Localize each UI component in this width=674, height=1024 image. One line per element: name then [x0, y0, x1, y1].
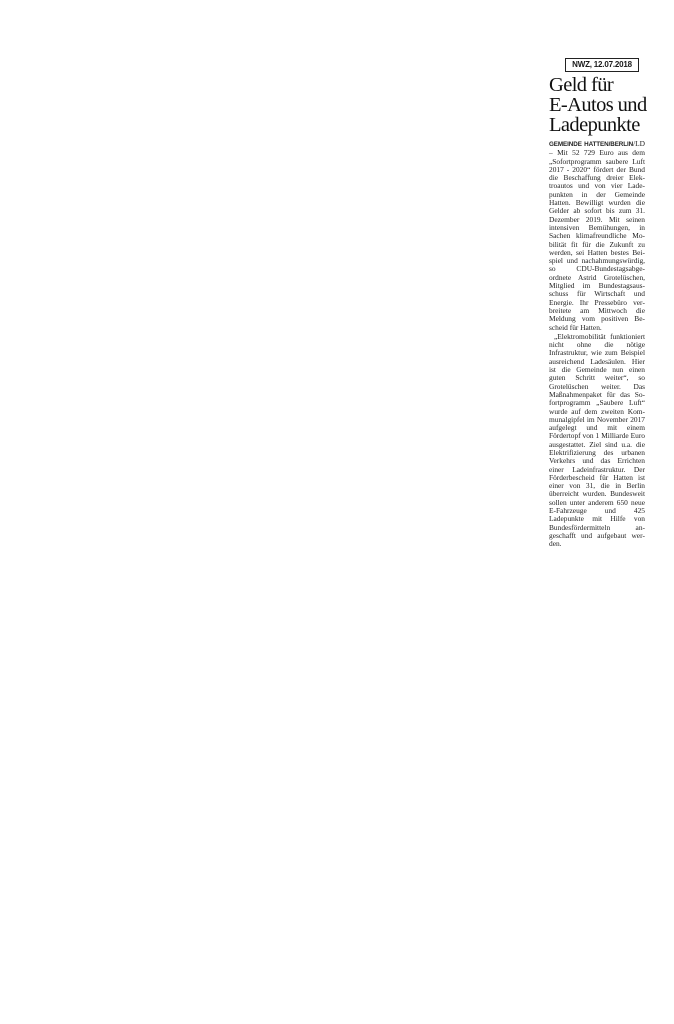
headline-line-1: Geld für: [549, 74, 614, 96]
paragraph-1: [549, 140, 645, 332]
author-tag: /LD –: [549, 139, 645, 158]
dateline: GEMEINDE HATTEN/BERLIN: [549, 141, 634, 148]
article-body: [549, 140, 645, 549]
headline-line-3: Ladepunkte: [549, 114, 640, 136]
source-date-box: NWZ, 12.07.2018: [565, 58, 639, 72]
headline: [549, 75, 645, 135]
newspaper-clipping: [549, 58, 645, 549]
paragraph-2: „Elektromobilität funktioniert nicht ohne die nötige Infrastruktur, wie zum Beispiel ausreichend Ladesäulen. Hier ist die Gemeinde nun einen guten Schritt weiter“, so Grotelüschen weiter. Das Maßnahmenpaket für das Sofortprogramm „Saubere Luft“ wurde auf dem zweiten Kommunalgipfel im November 2017 aufgelegt und mit einem Fördertopf von 1 Milliarde Euro ausgestattet. Ziel sind u.a. die Elektrifizierung des urbanen Verkehrs und das Errichten einer Ladeinfrastruktur. Der Förderbescheid für Hatten ist einer von 31, die in Berlin überreicht wurden. Bundesweit sollen unter anderem 650 neue E-Fahrzeuge und 425 Ladepunkte mit Hilfe von Bundesfördermitteln angeschafft und aufgebaut werden.: [549, 331, 645, 549]
paragraph-1-text: Mit 52 729 Euro aus dem „Sofortprogramm saubere Luft 2017 - 2020“ fördert der Bund die Beschaffung dreier Elektroautos und von vier Ladepunkten in der Gemeinde Hatten. Bewilligt wurden die Gelder ab sofort bis zum 31. Dezember 2019. Mit seinen intensiven Bemühungen, in Sachen klimafreundliche Mobilität fit für die Zukunft zu werden, sei Hatten bestes Beispiel und nachahmungswürdig, so CDU-Bundestagsabgeordnete Astrid Grotelüschen, Mitglied im Bundestagsausschuss für Wirtschaft und Energie. Ihr Pressebüro verbreitete am Mittwoch die Meldung vom positiven Bescheid für Hatten.: [549, 148, 645, 332]
headline-line-2: E-Autos und: [549, 94, 647, 116]
